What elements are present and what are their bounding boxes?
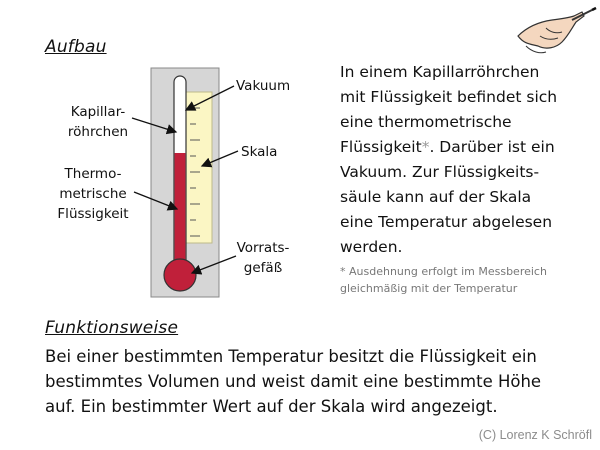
function-text: Bei einer bestimmten Temperatur besitzt die Flüssigkeit ein bestimmtes Volumen und weist damit eine bestimmte Höhe auf. Ein bestimmter Wert auf der Skala wird angezeigt. <box>45 347 542 416</box>
liquid-column <box>175 153 186 271</box>
label-vorratsgefaess: Vorrats- gefäß <box>236 240 290 276</box>
description-text: In einem Kapillarröhrchen mit Flüssigkeit befindet sich eine thermometrische Flüssigkeit*. Darüber ist ein Vakuum. Zur Flüssigkeits- säule kann auf der Skala eine Temperatur abgelesen werden. <box>340 63 558 256</box>
label-vakuum: Vakuum <box>236 78 291 94</box>
scale-strip <box>186 92 212 243</box>
copyright-notice: (C) Lorenz K Schröfl <box>478 428 592 442</box>
label-thermometrische-fluessigkeit: Thermo- metrische Flüssigkeit <box>57 166 129 222</box>
label-skala: Skala <box>241 144 278 160</box>
label-kapillarroehrchen: Kapillar- röhrchen <box>67 104 129 140</box>
footnote: * Ausdehnung erfolgt im Messbereich gleichmäßig mit der Temperatur <box>340 265 547 295</box>
heading-funktionsweise: Funktionsweise <box>45 318 179 338</box>
writing-hand-icon <box>518 8 596 53</box>
heading-aufbau: Aufbau <box>45 37 107 57</box>
reservoir-bulb <box>164 259 196 291</box>
